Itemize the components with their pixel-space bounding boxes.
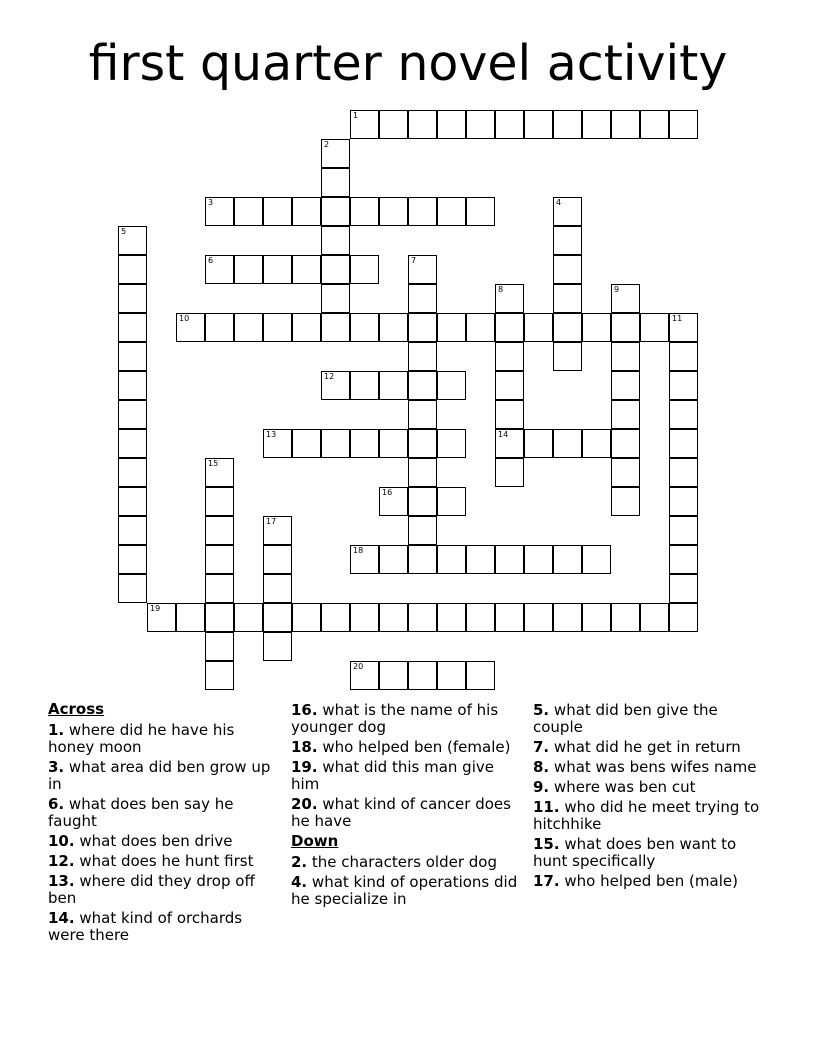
grid-cell[interactable]: [669, 458, 698, 487]
grid-cell[interactable]: [118, 429, 147, 458]
across-heading: Across: [48, 700, 105, 718]
clue-number: 12: [324, 372, 335, 381]
grid-cell[interactable]: [263, 197, 292, 226]
grid-cell[interactable]: [466, 545, 495, 574]
clue-number: 20: [353, 662, 364, 671]
grid-cell[interactable]: [524, 429, 553, 458]
clue-number: 4: [556, 198, 562, 207]
grid-cell[interactable]: [466, 110, 495, 139]
grid-cell[interactable]: [321, 429, 350, 458]
grid-cell[interactable]: [321, 313, 350, 342]
grid-cell[interactable]: [321, 197, 350, 226]
grid-cell[interactable]: [350, 661, 379, 690]
clue-across-10: 10. what does ben drive: [48, 832, 233, 850]
grid-cell[interactable]: [118, 284, 147, 313]
clue-number: 19: [150, 604, 161, 613]
grid-cell[interactable]: [408, 516, 437, 545]
grid-cell[interactable]: [611, 284, 640, 313]
grid-cell[interactable]: [379, 371, 408, 400]
clue-down-2: 2. the characters older dog: [291, 853, 497, 871]
grid-cell[interactable]: [553, 342, 582, 371]
grid-cell[interactable]: [379, 603, 408, 632]
grid-cell[interactable]: [118, 342, 147, 371]
grid-cell[interactable]: [408, 661, 437, 690]
grid-cell[interactable]: [350, 603, 379, 632]
grid-cell[interactable]: [321, 284, 350, 313]
grid-cell[interactable]: [379, 487, 408, 516]
grid-cell[interactable]: [640, 313, 669, 342]
clue-across-13: 13. where did they drop off ben: [48, 872, 255, 907]
grid-cell[interactable]: [205, 255, 234, 284]
grid-cell[interactable]: [176, 313, 205, 342]
grid-cell[interactable]: [466, 197, 495, 226]
grid-cell[interactable]: [553, 226, 582, 255]
grid-cell[interactable]: [205, 632, 234, 661]
clue-number: 8: [498, 285, 504, 294]
grid-cell[interactable]: [118, 458, 147, 487]
grid-cell[interactable]: [611, 110, 640, 139]
grid-cell[interactable]: [408, 371, 437, 400]
clue-number: 6: [208, 256, 214, 265]
grid-cell[interactable]: [118, 255, 147, 284]
clue-number: 10: [179, 314, 190, 323]
grid-cell[interactable]: [669, 110, 698, 139]
clue-across-1: 1. where did he have his honey moon: [48, 721, 235, 756]
grid-cell[interactable]: [466, 313, 495, 342]
grid-cell[interactable]: [495, 371, 524, 400]
grid-cell[interactable]: [379, 429, 408, 458]
grid-cell[interactable]: [292, 313, 321, 342]
grid-cell[interactable]: [524, 603, 553, 632]
grid-cell[interactable]: [292, 197, 321, 226]
grid-cell[interactable]: [408, 603, 437, 632]
grid-cell[interactable]: [553, 429, 582, 458]
grid-cell[interactable]: [263, 545, 292, 574]
grid-cell[interactable]: [611, 313, 640, 342]
clue-column-2: [291, 702, 526, 911]
grid-cell[interactable]: [205, 603, 234, 632]
grid-cell[interactable]: [292, 603, 321, 632]
grid-cell[interactable]: [408, 284, 437, 313]
grid-cell[interactable]: [495, 313, 524, 342]
grid-cell[interactable]: [582, 545, 611, 574]
grid-cell[interactable]: [582, 429, 611, 458]
grid-cell[interactable]: [321, 168, 350, 197]
grid-cell[interactable]: [611, 429, 640, 458]
grid-cell[interactable]: [350, 197, 379, 226]
grid-cell[interactable]: [205, 661, 234, 690]
grid-cell[interactable]: [669, 429, 698, 458]
grid-cell[interactable]: [553, 603, 582, 632]
grid-cell[interactable]: [408, 458, 437, 487]
grid-cell[interactable]: [176, 603, 205, 632]
grid-cell[interactable]: [611, 487, 640, 516]
grid-cell[interactable]: [466, 661, 495, 690]
grid-cell[interactable]: [553, 255, 582, 284]
grid-cell[interactable]: [495, 284, 524, 313]
grid-cell[interactable]: [350, 545, 379, 574]
grid-cell[interactable]: [495, 400, 524, 429]
page-title: first quarter novel activity: [88, 35, 728, 92]
clue-across-12: 12. what does he hunt first: [48, 852, 254, 870]
grid-cell[interactable]: [408, 255, 437, 284]
grid-cell[interactable]: [669, 342, 698, 371]
grid-cell[interactable]: [669, 603, 698, 632]
grid-cell[interactable]: [437, 487, 466, 516]
down-heading: Down: [291, 832, 339, 850]
grid-cell[interactable]: [379, 661, 408, 690]
clue-number: 2: [324, 140, 330, 149]
grid-cell[interactable]: [495, 342, 524, 371]
grid-cell[interactable]: [669, 574, 698, 603]
grid-cell[interactable]: [263, 313, 292, 342]
grid-cell[interactable]: [379, 197, 408, 226]
grid-cell[interactable]: [640, 603, 669, 632]
grid-cell[interactable]: [408, 342, 437, 371]
grid-cell[interactable]: [553, 313, 582, 342]
grid-cell[interactable]: [321, 255, 350, 284]
clue-down-15: 15. what does ben want to hunt specifically: [533, 835, 737, 870]
grid-cell[interactable]: [379, 110, 408, 139]
grid-cell[interactable]: [553, 110, 582, 139]
grid-cell[interactable]: [321, 226, 350, 255]
grid-cell[interactable]: [437, 313, 466, 342]
clue-down-9: 9. where was ben cut: [533, 778, 696, 796]
clue-number: 3: [208, 198, 214, 207]
grid-cell[interactable]: [379, 545, 408, 574]
grid-cell[interactable]: [263, 516, 292, 545]
clue-down-17: 17. who helped ben (male): [533, 872, 738, 890]
grid-cell[interactable]: [350, 255, 379, 284]
grid-cell[interactable]: [321, 371, 350, 400]
grid-cell[interactable]: [118, 226, 147, 255]
grid-cell[interactable]: [495, 603, 524, 632]
clue-across-14: 14. what kind of orchards were there: [48, 909, 243, 944]
grid-cell[interactable]: [437, 371, 466, 400]
grid-cell[interactable]: [524, 313, 553, 342]
grid-cell[interactable]: [205, 313, 234, 342]
clue-across-3: 3. what area did ben grow up in: [48, 758, 271, 793]
grid-cell[interactable]: [669, 313, 698, 342]
grid-cell[interactable]: [553, 545, 582, 574]
grid-cell[interactable]: [205, 458, 234, 487]
clue-down-11: 11. who did he meet trying to hitchhike: [533, 798, 760, 833]
grid-cell[interactable]: [234, 255, 263, 284]
grid-cell[interactable]: [234, 197, 263, 226]
grid-cell[interactable]: [205, 487, 234, 516]
grid-cell[interactable]: [118, 545, 147, 574]
grid-cell[interactable]: [292, 429, 321, 458]
grid-cell[interactable]: [408, 110, 437, 139]
grid-cell[interactable]: [408, 545, 437, 574]
grid-cell[interactable]: [205, 545, 234, 574]
grid-cell[interactable]: [466, 603, 495, 632]
clue-number: 15: [208, 459, 219, 468]
grid-cell[interactable]: [263, 632, 292, 661]
grid-cell[interactable]: [118, 400, 147, 429]
grid-cell[interactable]: [437, 545, 466, 574]
clue-number: 11: [672, 314, 683, 323]
grid-cell[interactable]: [321, 139, 350, 168]
grid-cell[interactable]: [118, 574, 147, 603]
grid-cell[interactable]: [379, 313, 408, 342]
grid-cell[interactable]: [292, 255, 321, 284]
grid-cell[interactable]: [553, 284, 582, 313]
clue-number: 9: [614, 285, 620, 294]
grid-cell[interactable]: [234, 603, 263, 632]
grid-cell[interactable]: [495, 429, 524, 458]
clue-down-7: 7. what did he get in return: [533, 738, 741, 756]
grid-cell[interactable]: [611, 342, 640, 371]
grid-cell[interactable]: [350, 371, 379, 400]
clue-column-1: [48, 701, 283, 947]
grid-cell[interactable]: [582, 603, 611, 632]
clue-across-20: 20. what kind of cancer does he have: [291, 795, 511, 830]
grid-cell[interactable]: [118, 371, 147, 400]
grid-cell[interactable]: [350, 110, 379, 139]
grid-cell[interactable]: [408, 197, 437, 226]
clue-down-5: 5. what did ben give the couple: [533, 701, 718, 736]
grid-cell[interactable]: [669, 516, 698, 545]
grid-cell[interactable]: [408, 313, 437, 342]
clue-number: 16: [382, 488, 393, 497]
grid-cell[interactable]: [582, 313, 611, 342]
clue-across-18: 18. who helped ben (female): [291, 738, 511, 756]
clue-number: 13: [266, 430, 277, 439]
grid-cell[interactable]: [495, 458, 524, 487]
grid-cell[interactable]: [437, 197, 466, 226]
grid-cell[interactable]: [553, 197, 582, 226]
grid-cell[interactable]: [611, 603, 640, 632]
grid-cell[interactable]: [669, 371, 698, 400]
grid-cell[interactable]: [582, 110, 611, 139]
grid-cell[interactable]: [524, 110, 553, 139]
grid-cell[interactable]: [611, 400, 640, 429]
grid-cell[interactable]: [495, 110, 524, 139]
grid-cell[interactable]: [437, 429, 466, 458]
clue-number: 5: [121, 227, 127, 236]
clue-across-16: 16. what is the name of his younger dog: [291, 701, 499, 736]
grid-cell[interactable]: [234, 313, 263, 342]
grid-cell[interactable]: [350, 313, 379, 342]
clue-column-3: [533, 702, 768, 893]
grid-cell[interactable]: [350, 429, 379, 458]
grid-cell[interactable]: [408, 429, 437, 458]
grid-cell[interactable]: [118, 313, 147, 342]
grid-cell[interactable]: [408, 487, 437, 516]
grid-cell[interactable]: [524, 545, 553, 574]
grid-cell[interactable]: [437, 603, 466, 632]
grid-cell[interactable]: [495, 545, 524, 574]
clue-number: 17: [266, 517, 277, 526]
clue-number: 7: [411, 256, 417, 265]
grid-cell[interactable]: [408, 400, 437, 429]
grid-cell[interactable]: [437, 110, 466, 139]
grid-cell[interactable]: [205, 516, 234, 545]
grid-cell[interactable]: [437, 661, 466, 690]
clue-across-19: 19. what did this man give him: [291, 758, 494, 793]
grid-cell[interactable]: [263, 603, 292, 632]
grid-cell[interactable]: [263, 255, 292, 284]
grid-cell[interactable]: [118, 487, 147, 516]
grid-cell[interactable]: [205, 197, 234, 226]
grid-cell[interactable]: [669, 545, 698, 574]
grid-cell[interactable]: [611, 458, 640, 487]
grid-cell[interactable]: [118, 516, 147, 545]
clue-number: 14: [498, 430, 509, 439]
clue-number: 1: [353, 111, 359, 120]
grid-cell[interactable]: [205, 574, 234, 603]
clue-down-4: 4. what kind of operations did he specialize in: [291, 873, 518, 908]
grid-cell[interactable]: [611, 371, 640, 400]
grid-cell[interactable]: [669, 487, 698, 516]
grid-cell[interactable]: [147, 603, 176, 632]
grid-cell[interactable]: [263, 574, 292, 603]
grid-cell[interactable]: [640, 110, 669, 139]
grid-cell[interactable]: [321, 603, 350, 632]
clue-number: 18: [353, 546, 364, 555]
grid-cell[interactable]: [669, 400, 698, 429]
grid-cell[interactable]: [263, 429, 292, 458]
clue-across-6: 6. what does ben say he faught: [48, 795, 234, 830]
clue-down-8: 8. what was bens wifes name: [533, 758, 757, 776]
